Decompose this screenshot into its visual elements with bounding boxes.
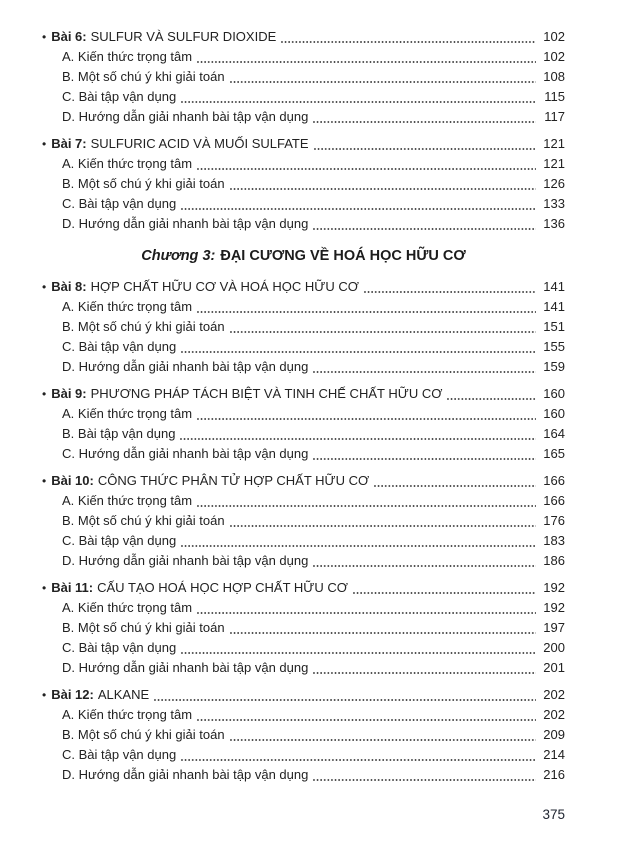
sub-entry-label: D. Hướng dẫn giải nhanh bài tập vận dụng <box>62 553 309 568</box>
dot-leader <box>353 578 536 598</box>
toc-sub-entry <box>42 725 565 745</box>
toc-sub-entry <box>42 357 565 377</box>
toc-sub-entry <box>42 424 565 444</box>
entry-page-number: 186 <box>543 553 565 568</box>
toc-lesson-group <box>42 578 565 678</box>
entry-page-number: 192 <box>543 600 565 615</box>
dot-leader <box>230 511 536 531</box>
toc-sub-entry <box>42 705 565 725</box>
toc-sub-entry <box>42 337 565 357</box>
lesson-label: Bài 7: <box>51 136 87 151</box>
dot-leader <box>447 384 536 404</box>
toc-sub-entry <box>42 658 565 678</box>
entry-page-number: 151 <box>543 319 565 334</box>
entry-page-number: 121 <box>543 156 565 171</box>
sub-entry-label: A. Kiến thức trọng tâm <box>62 493 193 508</box>
dot-leader <box>230 618 536 638</box>
sub-entry-label: A. Kiến thức trọng tâm <box>62 156 193 171</box>
entry-page-number: 192 <box>543 580 565 595</box>
entry-page-number: 136 <box>543 216 565 231</box>
sub-entry-label: B. Một số chú ý khi giải toán <box>62 319 225 334</box>
entry-page-number: 121 <box>543 136 565 151</box>
entry-page-number: 216 <box>543 767 565 782</box>
dot-leader <box>313 107 536 127</box>
toc-sub-entry <box>42 214 565 234</box>
sub-entry-label: A. Kiến thức trọng tâm <box>62 707 193 722</box>
entry-page-number: 117 <box>544 109 565 124</box>
toc-sub-entry <box>42 765 565 785</box>
dot-leader <box>374 471 536 491</box>
page-number: 375 <box>542 807 565 822</box>
dot-leader <box>313 357 536 377</box>
dot-leader <box>197 491 536 511</box>
lesson-title: SULFURIC ACID VÀ MUỐI SULFATE <box>90 136 309 151</box>
lesson-title: PHƯƠNG PHÁP TÁCH BIỆT VÀ TINH CHẾ CHẤT HỮU CƠ <box>90 386 443 401</box>
lesson-title: ALKANE <box>97 687 150 702</box>
lesson-title: CẤU TẠO HOÁ HỌC HỢP CHẤT HỮU CƠ <box>97 580 348 595</box>
dot-leader <box>230 317 536 337</box>
dot-leader <box>180 424 536 444</box>
entry-page-number: 159 <box>543 359 565 374</box>
sub-entry-label: A. Kiến thức trọng tâm <box>62 600 193 615</box>
lesson-title: CÔNG THỨC PHÂN TỬ HỢP CHẤT HỮU CƠ <box>97 473 370 488</box>
entry-page-number: 108 <box>543 69 565 84</box>
toc-sub-entry <box>42 618 565 638</box>
toc-lesson-group <box>42 384 565 464</box>
lesson-label: Bài 8: <box>51 279 87 294</box>
toc-sub-entry <box>42 444 565 464</box>
dot-leader <box>281 27 536 47</box>
toc-sub-entry <box>42 531 565 551</box>
dot-leader <box>181 337 536 357</box>
sub-entry-label: D. Hướng dẫn giải nhanh bài tập vận dụng <box>62 359 309 374</box>
entry-page-number: 160 <box>543 386 565 401</box>
entry-page-number: 102 <box>543 29 565 44</box>
dot-leader <box>230 174 536 194</box>
dot-leader <box>197 154 536 174</box>
dot-leader <box>181 531 536 551</box>
sub-entry-label: B. Một số chú ý khi giải toán <box>62 513 225 528</box>
entry-page-number: 176 <box>543 513 565 528</box>
bullet-icon: • <box>42 688 47 702</box>
toc-sub-entry <box>42 404 565 424</box>
sub-entry-label: C. Bài tập vận dụng <box>62 196 177 211</box>
entry-page-number: 183 <box>543 533 565 548</box>
toc-lesson-entry <box>42 277 565 297</box>
toc-lesson-entry <box>42 384 565 404</box>
entry-page-number: 102 <box>543 49 565 64</box>
dot-leader <box>314 134 536 154</box>
sub-entry-label: C. Bài tập vận dụng <box>62 747 177 762</box>
sub-entry-label: D. Hướng dẫn giải nhanh bài tập vận dụng <box>62 216 309 231</box>
bullet-icon: • <box>42 280 47 294</box>
entry-page-number: 197 <box>543 620 565 635</box>
lesson-label: Bài 10: <box>51 473 94 488</box>
entry-page-number: 126 <box>543 176 565 191</box>
entry-page-number: 202 <box>543 707 565 722</box>
sub-entry-label: D. Hướng dẫn giải nhanh bài tập vận dụng <box>62 109 309 124</box>
toc-lesson-entry <box>42 685 565 705</box>
sub-entry-label: B. Một số chú ý khi giải toán <box>62 69 225 84</box>
toc-lesson-group <box>42 134 565 234</box>
toc-sub-entry <box>42 317 565 337</box>
sub-entry-label: C. Bài tập vận dụng <box>62 533 177 548</box>
entry-page-number: 214 <box>543 747 565 762</box>
toc-lesson-group <box>42 471 565 571</box>
entry-page-number: 200 <box>543 640 565 655</box>
dot-leader <box>181 638 536 658</box>
lesson-label: Bài 9: <box>51 386 87 401</box>
entry-page-number: 141 <box>543 299 565 314</box>
lesson-label: Bài 11: <box>51 580 94 595</box>
dot-leader <box>181 87 536 107</box>
sub-entry-label: D. Hướng dẫn giải nhanh bài tập vận dụng <box>62 767 309 782</box>
dot-leader <box>364 277 536 297</box>
toc-sub-entry <box>42 638 565 658</box>
toc-sub-entry <box>42 511 565 531</box>
dot-leader <box>230 67 536 87</box>
bullet-icon: • <box>42 30 47 44</box>
sub-entry-label: C. Hướng dẫn giải nhanh bài tập vận dụng <box>62 446 309 461</box>
dot-leader <box>197 47 536 67</box>
dot-leader <box>313 444 536 464</box>
entry-page-number: 202 <box>543 687 565 702</box>
toc-sub-entry <box>42 47 565 67</box>
dot-leader <box>313 214 536 234</box>
dot-leader <box>181 745 536 765</box>
toc-lesson-entry <box>42 471 565 491</box>
entry-page-number: 155 <box>543 339 565 354</box>
lesson-label: Bài 12: <box>51 687 94 702</box>
sub-entry-label: D. Hướng dẫn giải nhanh bài tập vận dụng <box>62 660 309 675</box>
toc-sub-entry <box>42 67 565 87</box>
dot-leader <box>313 765 536 785</box>
toc-lesson-entry <box>42 27 565 47</box>
entry-page-number: 160 <box>543 406 565 421</box>
dot-leader <box>197 705 536 725</box>
table-of-contents <box>42 27 565 792</box>
sub-entry-label: B. Một số chú ý khi giải toán <box>62 620 225 635</box>
sub-entry-label: A. Kiến thức trọng tâm <box>62 406 193 421</box>
toc-sub-entry <box>42 745 565 765</box>
dot-leader <box>313 658 536 678</box>
dot-leader <box>197 598 536 618</box>
chapter-label: Chương 3: <box>141 248 216 264</box>
bullet-icon: • <box>42 474 47 488</box>
sub-entry-label: C. Bài tập vận dụng <box>62 89 177 104</box>
toc-sub-entry <box>42 297 565 317</box>
toc-lesson-group <box>42 277 565 377</box>
lesson-title: HỢP CHẤT HỮU CƠ VÀ HOÁ HỌC HỮU CƠ <box>90 279 359 294</box>
toc-lesson-entry <box>42 134 565 154</box>
entry-page-number: 166 <box>543 493 565 508</box>
entry-page-number: 141 <box>543 279 565 294</box>
sub-entry-label: A. Kiến thức trọng tâm <box>62 299 193 314</box>
dot-leader <box>154 685 536 705</box>
bullet-icon: • <box>42 581 47 595</box>
entry-page-number: 165 <box>543 446 565 461</box>
toc-lesson-entry <box>42 578 565 598</box>
sub-entry-label: B. Một số chú ý khi giải toán <box>62 176 225 191</box>
toc-sub-entry <box>42 107 565 127</box>
sub-entry-label: B. Bài tập vận dụng <box>62 426 176 441</box>
chapter-title: ĐẠI CƯƠNG VỀ HOÁ HỌC HỮU CƠ <box>220 248 466 264</box>
sub-entry-label: C. Bài tập vận dụng <box>62 339 177 354</box>
bullet-icon: • <box>42 387 47 401</box>
toc-sub-entry <box>42 491 565 511</box>
toc-lesson-group <box>42 27 565 127</box>
toc-sub-entry <box>42 174 565 194</box>
dot-leader <box>181 194 536 214</box>
dot-leader <box>197 404 536 424</box>
toc-sub-entry <box>42 87 565 107</box>
lesson-label: Bài 6: <box>51 29 87 44</box>
toc-sub-entry <box>42 154 565 174</box>
entry-page-number: 201 <box>543 660 565 675</box>
entry-page-number: 133 <box>543 196 565 211</box>
dot-leader <box>230 725 536 745</box>
toc-sub-entry <box>42 598 565 618</box>
toc-lesson-group <box>42 685 565 785</box>
bullet-icon: • <box>42 137 47 151</box>
chapter-heading <box>42 247 565 266</box>
entry-page-number: 166 <box>543 473 565 488</box>
dot-leader <box>197 297 536 317</box>
sub-entry-label: B. Một số chú ý khi giải toán <box>62 727 225 742</box>
entry-page-number: 115 <box>544 89 565 104</box>
entry-page-number: 209 <box>543 727 565 742</box>
toc-sub-entry <box>42 551 565 571</box>
toc-sub-entry <box>42 194 565 214</box>
sub-entry-label: A. Kiến thức trọng tâm <box>62 49 193 64</box>
sub-entry-label: C. Bài tập vận dụng <box>62 640 177 655</box>
lesson-title: SULFUR VÀ SULFUR DIOXIDE <box>90 29 277 44</box>
dot-leader <box>313 551 536 571</box>
entry-page-number: 164 <box>543 426 565 441</box>
